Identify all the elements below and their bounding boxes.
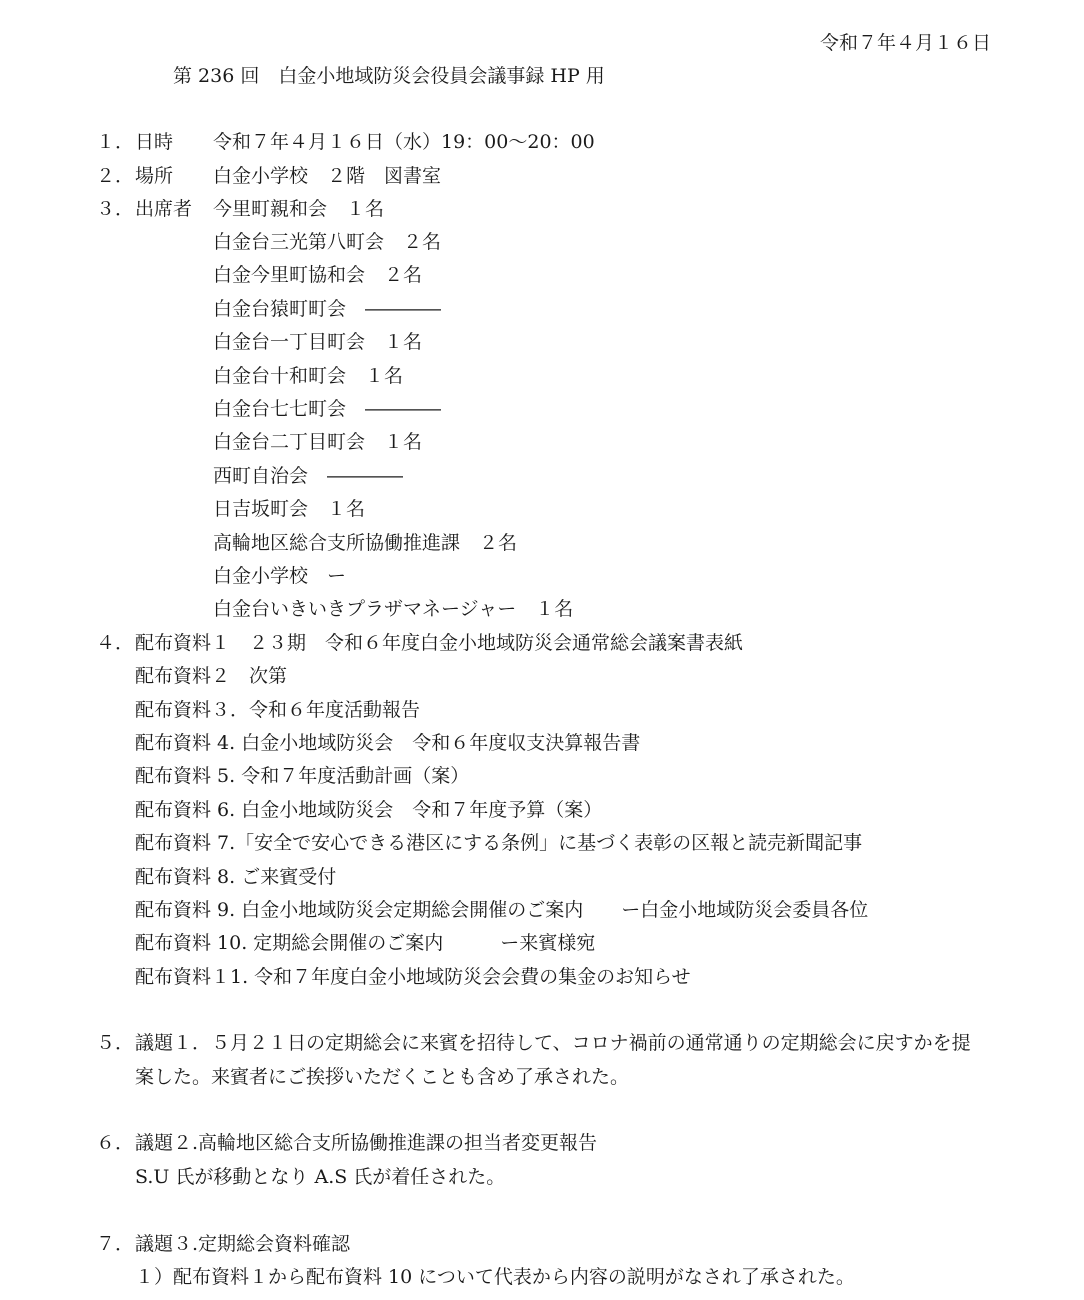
attendee-row: 白金小学校 ー <box>213 565 347 587</box>
section-5-text-line-2: 案した。来賓者にご挨拶いただくことも含め了承された。 <box>135 1066 630 1088</box>
attendee-row: 白金今里町協和会 ２名 <box>213 264 423 286</box>
section-5-text-line-1: 議題１．５月２１日の定期総会に来賓を招待して、コロナ禍前の通常通りの定期総会に戻すかを提 <box>135 1032 971 1054</box>
section-5-number: ５． <box>96 1032 135 1054</box>
attendee-row: 高輪地区総合支所協働推進課 ２名 <box>213 532 518 554</box>
attendee-row: 白金台二丁目町会 １名 <box>213 431 423 453</box>
section-3-label: 出席者 <box>135 198 193 220</box>
document-item: 配布資料 9. 白金小地域防災会定期総会開催のご案内 ー白金小地域防災会委員各位 <box>135 899 869 921</box>
section-6-text-line-1: 議題２.高輪地区総合支所協働推進課の担当者変更報告 <box>135 1132 598 1154</box>
section-2-label: 場所 <box>135 165 174 187</box>
document-item: 配布資料 7.「安全で安心できる港区にする条例」に基づく表彰の区報と読売新聞記事 <box>135 832 863 854</box>
section-1-value: 令和７年４月１６日（水）19：00～20：00 <box>213 131 595 153</box>
document-item: 配布資料３．令和６年度活動報告 <box>135 699 421 721</box>
section-2-value: 白金小学校 ２階 図書室 <box>213 165 442 187</box>
document-item: 配布資料 8. ご来賓受付 <box>135 866 337 888</box>
attendee-row: 白金台七七町会 ―――― <box>213 398 442 420</box>
section-2-number: ２． <box>96 165 135 187</box>
section-1-number: １． <box>96 131 135 153</box>
section-7-number: ７． <box>96 1233 135 1255</box>
document-item: 配布資料 6. 白金小地域防災会 令和７年度予算（案） <box>135 799 603 821</box>
section-7-text-line-1: 議題３.定期総会資料確認 <box>135 1233 351 1255</box>
document-item: 配布資料２ 次第 <box>135 665 288 687</box>
document-item: 配布資料 4. 白金小地域防災会 令和６年度収支決算報告書 <box>135 732 641 754</box>
attendee-row: 西町自治会 ―――― <box>213 465 404 487</box>
attendee-row: 白金台猿町町会 ―――― <box>213 298 442 320</box>
document-title: 第 236 回 白金小地域防災会役員会議事録 HP 用 <box>173 65 605 87</box>
attendee-row: 日吉坂町会 １名 <box>213 498 366 520</box>
attendee-row: 白金台三光第八町会 ２名 <box>213 231 442 253</box>
attendee-row: 白金台いきいきプラザマネージャー １名 <box>213 598 574 620</box>
section-6-text-line-2: S.U 氏が移動となり A.S 氏が着任された。 <box>135 1166 506 1188</box>
document-item: 配布資料１ ２３期 令和６年度白金小地域防災会通常総会議案書表紙 <box>135 632 744 654</box>
section-6-number: ６． <box>96 1132 135 1154</box>
section-4-number: ４． <box>96 632 135 654</box>
document-item: 配布資料１1. 令和７年度白金小地域防災会会費の集金のお知らせ <box>135 966 691 988</box>
document-date: 令和７年４月１６日 <box>820 32 992 54</box>
document-item: 配布資料 10. 定期総会開催のご案内 ー来賓様宛 <box>135 932 596 954</box>
section-7-text-line-2: １）配布資料１から配布資料 10 について代表から内容の説明がなされ了承された。 <box>135 1266 855 1288</box>
document-item: 配布資料 5. 令和７年度活動計画（案） <box>135 765 470 787</box>
section-1-label: 日時 <box>135 131 174 153</box>
section-3-number: ３． <box>96 198 135 220</box>
attendee-row: 今里町親和会 １名 <box>213 198 385 220</box>
attendee-row: 白金台十和町会 １名 <box>213 365 404 387</box>
attendee-row: 白金台一丁目町会 １名 <box>213 331 423 353</box>
